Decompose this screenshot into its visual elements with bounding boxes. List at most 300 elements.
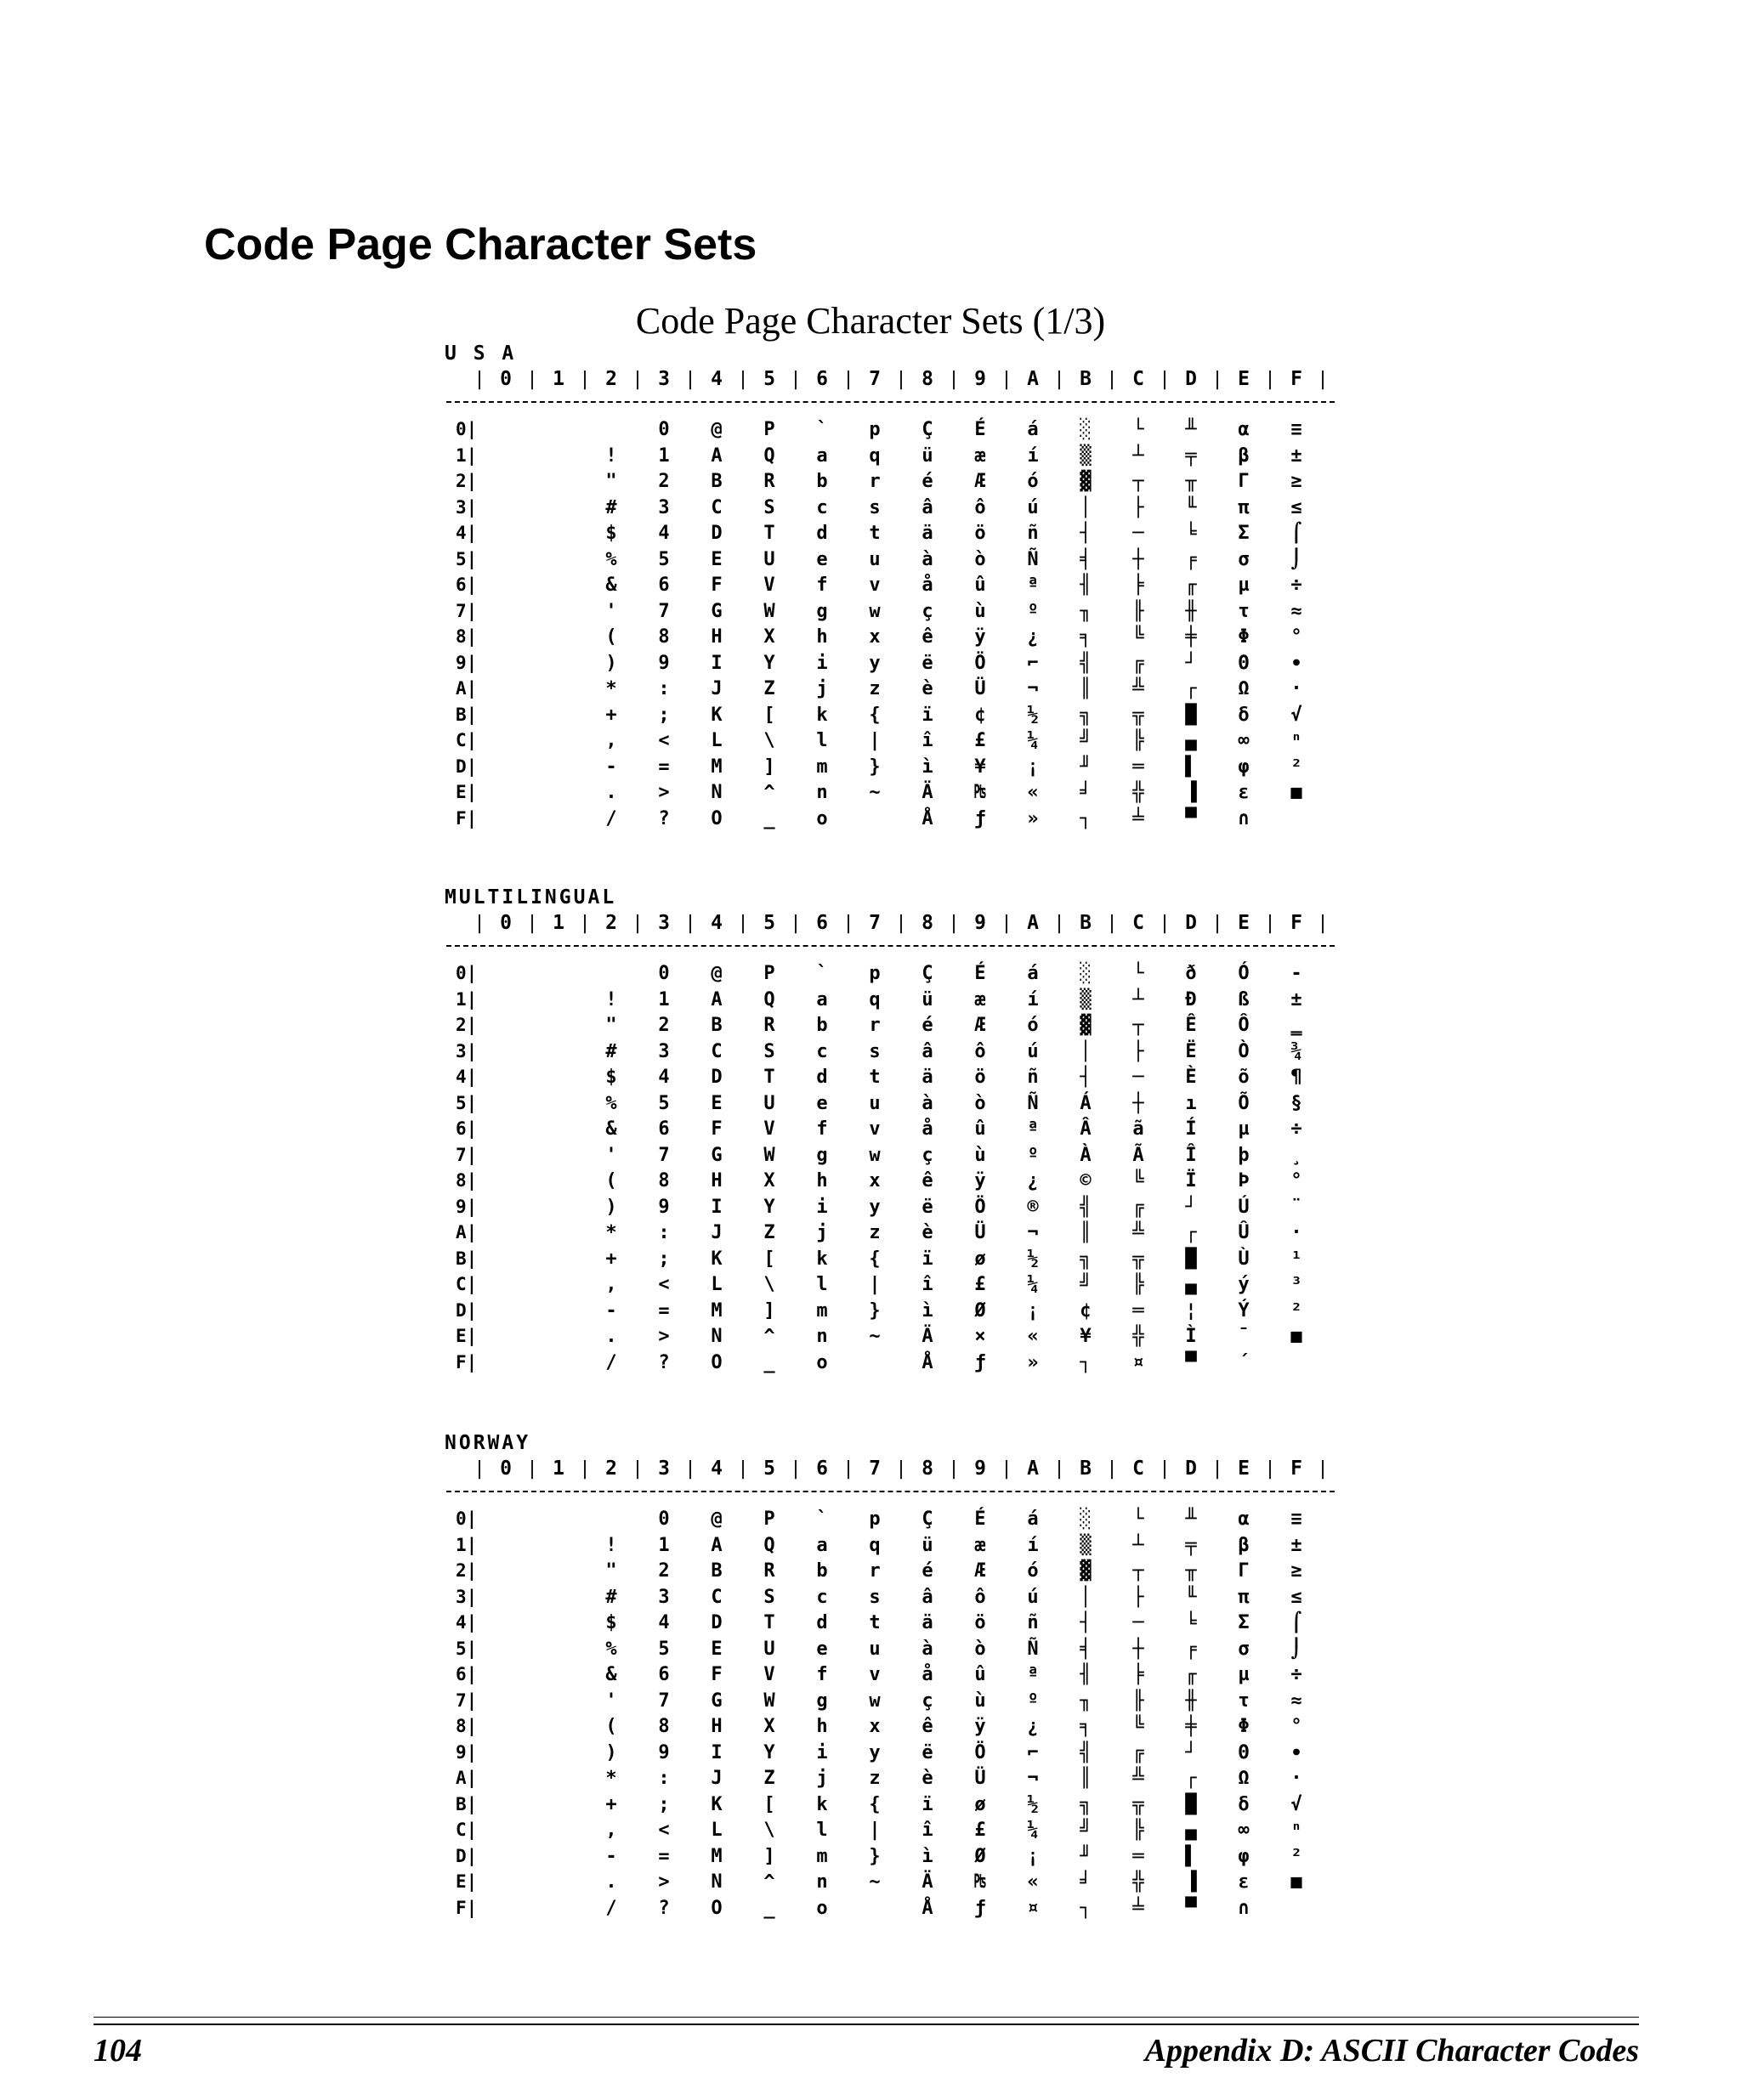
char-cell: ´: [1238, 1351, 1250, 1373]
char-cell: Û: [1238, 1222, 1250, 1243]
char-cell: 8: [658, 1170, 670, 1192]
char-cell: ▀: [1185, 1897, 1197, 1919]
row-separator: |: [466, 678, 478, 699]
row-separator: |: [466, 626, 478, 647]
char-cell: `: [816, 419, 828, 440]
row-separator: |: [466, 1871, 478, 1892]
row-label: [456, 1769, 477, 1787]
char-cell: ê: [922, 1716, 933, 1737]
char-cell: J: [711, 678, 723, 699]
char-cell: @: [711, 1508, 723, 1530]
column-header: F: [1290, 912, 1302, 934]
char-cell: ■: [1290, 1871, 1302, 1893]
char-cell: c: [816, 496, 828, 518]
char-cell: ╧: [1132, 1897, 1144, 1919]
column-header: 7: [869, 1458, 881, 1480]
char-cell: ¡: [1027, 756, 1039, 778]
char-cell: ═: [1132, 1299, 1144, 1322]
char-cell: ║: [1080, 678, 1092, 699]
char-cell: Γ: [1238, 471, 1250, 492]
char-cell: e: [816, 1092, 828, 1114]
char-cell: N: [711, 1871, 723, 1893]
char-cell: Å: [922, 1897, 933, 1919]
char-cell: w: [869, 600, 881, 622]
char-cell: E: [711, 1638, 723, 1660]
row-separator: |: [466, 600, 478, 621]
char-cell: [: [763, 704, 775, 726]
row-label-text: 6: [456, 1664, 467, 1684]
row-label-text: 6: [456, 575, 467, 595]
char-cell: ┴: [1132, 1534, 1144, 1556]
char-cell: ε: [1238, 1871, 1250, 1893]
char-cell: P: [763, 419, 775, 440]
char-cell: Ê: [1185, 1015, 1197, 1036]
header-rule: [446, 1491, 1335, 1492]
char-cell: y: [869, 1741, 881, 1763]
char-cell: ╣: [1080, 1196, 1092, 1218]
char-cell: ┬: [1132, 471, 1144, 492]
char-cell: W: [763, 1144, 775, 1166]
char-cell: á: [1027, 419, 1039, 440]
char-cell: ½: [1027, 704, 1039, 726]
char-cell: 1: [658, 1534, 670, 1556]
char-cell: ┘: [1185, 1196, 1197, 1218]
char-cell: T: [763, 1067, 775, 1088]
char-cell: @: [711, 419, 723, 440]
char-cell: Q: [763, 444, 775, 467]
char-cell: 9: [658, 1741, 670, 1763]
char-cell: Φ: [1238, 1716, 1250, 1737]
char-cell: ⌐: [1027, 1741, 1039, 1763]
row-label: [456, 1224, 477, 1242]
char-cell: G: [711, 1144, 723, 1166]
char-cell: C: [711, 1040, 723, 1062]
row-label-text: E: [456, 782, 467, 802]
char-cell: ╘: [1185, 1612, 1197, 1633]
char-cell: ╜: [1080, 1845, 1092, 1867]
char-cell: ò: [974, 1638, 986, 1660]
char-cell: o: [816, 1897, 828, 1919]
column-header: 4: [711, 368, 723, 390]
char-cell: û: [974, 1118, 986, 1140]
row-label: [456, 706, 477, 724]
row-separator: |: [466, 730, 478, 750]
column-separator: |: [474, 913, 485, 934]
footer-rule: [94, 2017, 1639, 2018]
char-cell: 9: [658, 652, 670, 674]
char-cell: ₧: [974, 1871, 986, 1893]
column-header: 2: [605, 1458, 617, 1480]
char-cell: &: [605, 575, 617, 596]
footer-rule-thick: [94, 2024, 1639, 2025]
row-label-text: B: [456, 704, 467, 725]
char-cell: ö: [974, 523, 986, 544]
char-cell: è: [922, 1222, 933, 1243]
char-cell: ╪: [1185, 1716, 1197, 1737]
char-cell: └: [1132, 419, 1144, 440]
char-cell: ï: [922, 1248, 933, 1270]
char-cell: 8: [658, 1716, 670, 1737]
char-cell: |: [869, 730, 881, 751]
char-cell: 6: [658, 575, 670, 596]
char-cell: S: [763, 496, 775, 518]
column-separator: |: [1001, 1458, 1012, 1480]
char-cell: ∙: [1290, 652, 1302, 674]
char-cell: v: [869, 1664, 881, 1685]
char-cell: <: [658, 1274, 670, 1295]
column-header: C: [1132, 1458, 1144, 1480]
row-label: [456, 1692, 477, 1710]
char-cell: ?: [658, 807, 670, 829]
row-separator: |: [466, 444, 478, 466]
char-cell: &: [605, 1118, 617, 1140]
char-cell: ": [605, 471, 617, 492]
row-label-text: 2: [456, 1015, 467, 1035]
char-cell: ╝: [1080, 730, 1092, 751]
char-cell: Ì: [1185, 1326, 1197, 1347]
char-cell: ½: [1027, 1793, 1039, 1815]
char-cell: »: [1027, 807, 1039, 829]
char-cell: W: [763, 1690, 775, 1712]
char-cell: ú: [1027, 496, 1039, 518]
char-cell: w: [869, 1690, 881, 1712]
char-cell: ┬: [1132, 1560, 1144, 1582]
column-separator: |: [737, 1458, 749, 1480]
char-cell: R: [763, 1015, 775, 1036]
char-cell: ╝: [1080, 1820, 1092, 1841]
char-cell: ╠: [1132, 730, 1144, 751]
char-cell: 2: [658, 471, 670, 492]
char-cell: ┘: [1185, 652, 1197, 674]
char-cell: ▄: [1185, 1820, 1197, 1841]
char-cell: :: [658, 678, 670, 699]
char-cell: Ø: [974, 1299, 986, 1322]
char-cell: ╬: [1132, 1326, 1144, 1347]
char-cell: æ: [974, 444, 986, 467]
char-cell: h: [816, 1716, 828, 1737]
code-page-norway: [0, 1434, 1741, 1961]
row-separator: |: [466, 1638, 478, 1659]
row-separator: |: [466, 1664, 478, 1684]
char-cell: Æ: [974, 1015, 986, 1036]
char-cell: ä: [922, 1067, 933, 1088]
row-label-text: 3: [456, 1586, 467, 1607]
char-cell: Ò: [1238, 1040, 1250, 1062]
char-cell: ó: [1027, 1015, 1039, 1036]
char-cell: Ö: [974, 1741, 986, 1763]
char-cell: 6: [658, 1118, 670, 1140]
row-separator: |: [466, 1741, 478, 1763]
row-label: [456, 1614, 477, 1632]
char-cell: 0: [658, 1508, 670, 1530]
char-cell: F: [711, 1664, 723, 1685]
char-cell: (: [605, 626, 617, 648]
row-separator: |: [466, 1040, 478, 1061]
row-separator: |: [466, 523, 478, 543]
row-label: [456, 628, 477, 646]
char-cell: ƒ: [974, 1897, 986, 1919]
row-label: [456, 1250, 477, 1268]
char-cell: A: [711, 1534, 723, 1556]
char-cell: É: [974, 963, 986, 984]
char-cell: β: [1238, 444, 1250, 467]
char-cell: Õ: [1238, 1092, 1250, 1114]
char-cell: V: [763, 1118, 775, 1140]
char-cell: ≤: [1290, 496, 1302, 518]
row-label: [456, 1327, 477, 1345]
char-cell: Θ: [1238, 1741, 1250, 1763]
row-separator: |: [466, 1015, 478, 1035]
char-cell: G: [711, 1690, 723, 1712]
char-cell: Ü: [974, 1768, 986, 1789]
char-cell: È: [1185, 1067, 1197, 1088]
char-cell: à: [922, 1638, 933, 1660]
char-cell: %: [605, 548, 617, 570]
char-cell: ^: [763, 1326, 775, 1347]
char-cell: ²: [1290, 756, 1302, 778]
row-label-text: 5: [456, 548, 467, 569]
char-cell: B: [711, 1560, 723, 1582]
char-cell: ^: [763, 1871, 775, 1893]
char-cell: µ: [1238, 575, 1250, 596]
column-separator: |: [526, 369, 538, 390]
column-header: D: [1185, 368, 1197, 390]
char-cell: ╗: [1080, 704, 1092, 726]
char-cell: Y: [763, 652, 775, 674]
char-cell: ┤: [1080, 1612, 1092, 1633]
char-cell: ‗: [1290, 1015, 1302, 1036]
char-cell: ª: [1027, 575, 1039, 596]
char-cell: \: [763, 1820, 775, 1841]
char-cell: õ: [1238, 1067, 1250, 1088]
char-cell: ¬: [1027, 1222, 1039, 1243]
char-cell: ░: [1080, 419, 1092, 440]
row-label-text: 5: [456, 1092, 467, 1113]
row-separator: |: [466, 1144, 478, 1165]
column-header: 1: [553, 912, 564, 934]
char-cell: ô: [974, 1040, 986, 1062]
column-separator: |: [737, 913, 749, 934]
char-cell: /: [605, 1351, 617, 1373]
row-separator: |: [466, 1092, 478, 1113]
row-label: [456, 784, 477, 801]
column-separator: |: [1317, 1458, 1329, 1480]
char-cell: ò: [974, 548, 986, 570]
char-cell: «: [1027, 782, 1039, 803]
char-cell: O: [711, 1351, 723, 1373]
column-separator: |: [1211, 1458, 1223, 1480]
row-label: [456, 524, 477, 542]
char-cell: d: [816, 1612, 828, 1633]
char-cell: /: [605, 807, 617, 829]
row-label: [456, 421, 477, 439]
char-cell: ·: [1290, 1768, 1302, 1789]
column-separator: |: [1159, 913, 1171, 934]
row-label-text: 4: [456, 1067, 467, 1087]
column-header: A: [1027, 1458, 1039, 1480]
char-cell: D: [711, 1612, 723, 1633]
char-cell: t: [869, 523, 881, 544]
table-name: MULTILINGUAL: [445, 886, 617, 908]
column-header: F: [1290, 1458, 1302, 1480]
row-label-text: 6: [456, 1118, 467, 1139]
char-cell: +: [605, 704, 617, 726]
column-header: 9: [974, 368, 986, 390]
char-cell: ║: [1080, 1222, 1092, 1243]
char-cell: ╩: [1132, 1768, 1144, 1789]
char-cell: _: [763, 1897, 775, 1919]
char-cell: Q: [763, 1534, 775, 1556]
char-cell: Y: [763, 1741, 775, 1763]
char-cell: µ: [1238, 1664, 1250, 1685]
char-cell: ×: [974, 1326, 986, 1347]
char-cell: ñ: [1027, 1612, 1039, 1633]
row-label: [456, 1198, 477, 1216]
column-header: 0: [500, 1458, 512, 1480]
char-cell: ╒: [1185, 548, 1197, 570]
char-cell: Ç: [922, 419, 933, 440]
char-cell: ï: [922, 1793, 933, 1815]
row-label: [456, 1120, 477, 1138]
char-cell: ┌: [1185, 1222, 1197, 1243]
row-label: [456, 576, 477, 594]
row-label-text: 4: [456, 523, 467, 543]
column-separator: |: [1317, 369, 1329, 390]
char-cell: ⌠: [1290, 1612, 1302, 1633]
char-cell: Å: [922, 807, 933, 829]
row-label-text: B: [456, 1248, 467, 1269]
row-separator: |: [466, 704, 478, 725]
char-cell: x: [869, 626, 881, 648]
char-cell: ⌡: [1290, 1638, 1302, 1660]
char-cell: δ: [1238, 704, 1250, 726]
column-separator: |: [684, 369, 696, 390]
char-cell: ë: [922, 652, 933, 674]
row-label-text: F: [456, 807, 467, 829]
column-separator: |: [948, 913, 960, 934]
char-cell: ∙: [1290, 1741, 1302, 1763]
char-cell: ç: [922, 600, 933, 622]
char-cell: T: [763, 523, 775, 544]
char-cell: ": [605, 1015, 617, 1036]
char-cell: ö: [974, 1067, 986, 1088]
column-separator: |: [579, 913, 591, 934]
row-separator: |: [466, 1612, 478, 1633]
char-cell: β: [1238, 1534, 1250, 1556]
char-cell: i: [816, 652, 828, 674]
footer-title: Appendix D: ASCII Character Codes: [1144, 2033, 1639, 2069]
char-cell: P: [763, 963, 775, 984]
char-cell: [: [763, 1248, 775, 1270]
char-cell: ≈: [1290, 1690, 1302, 1712]
char-cell: v: [869, 1118, 881, 1140]
char-cell: ┼: [1132, 1638, 1144, 1660]
row-label: [456, 1899, 477, 1917]
char-cell: <: [658, 730, 670, 751]
char-cell: ╡: [1080, 1638, 1092, 1660]
char-cell: ╜: [1080, 756, 1092, 778]
char-cell: σ: [1238, 548, 1250, 570]
char-cell: =: [658, 1299, 670, 1322]
column-header: 9: [974, 912, 986, 934]
column-separator: |: [842, 913, 854, 934]
column-header: 7: [869, 912, 881, 934]
char-cell: ╫: [1185, 600, 1197, 622]
char-cell: Á: [1080, 1092, 1092, 1114]
char-cell: û: [974, 1664, 986, 1685]
char-cell: Ù: [1238, 1248, 1250, 1270]
char-cell: Ð: [1185, 988, 1197, 1010]
char-cell: ▀: [1185, 1351, 1197, 1373]
char-cell: π: [1238, 1586, 1250, 1608]
char-cell: 1: [658, 988, 670, 1010]
char-cell: ═: [1132, 1845, 1144, 1867]
char-cell: U: [763, 1092, 775, 1114]
char-cell: t: [869, 1067, 881, 1088]
column-header: D: [1185, 912, 1197, 934]
char-cell: ": [605, 1560, 617, 1582]
row-label-text: 8: [456, 626, 467, 647]
char-cell: ╫: [1185, 1690, 1197, 1712]
char-cell: Ñ: [1027, 1638, 1039, 1660]
code-page-multilingual: [0, 888, 1741, 1415]
char-cell: j: [816, 678, 828, 699]
column-separator: |: [1106, 913, 1118, 934]
char-cell: l: [816, 730, 828, 751]
char-cell: z: [869, 678, 881, 699]
row-label-text: 5: [456, 1638, 467, 1659]
char-cell: ±: [1290, 988, 1302, 1010]
char-cell: s: [869, 1040, 881, 1062]
char-cell: 4: [658, 523, 670, 544]
row-label-text: E: [456, 1871, 467, 1892]
char-cell: J: [711, 1768, 723, 1789]
char-cell: ▓: [1080, 1015, 1092, 1036]
row-separator: |: [466, 1170, 478, 1191]
row-separator: |: [466, 1274, 478, 1294]
char-cell: >: [658, 1326, 670, 1347]
column-header: 1: [553, 368, 564, 390]
column-separator: |: [579, 369, 591, 390]
char-cell: J: [711, 1222, 723, 1243]
row-separator: |: [466, 756, 478, 777]
char-cell: ╟: [1132, 600, 1144, 622]
char-cell: ë: [922, 1741, 933, 1763]
char-cell: ]: [763, 756, 775, 778]
char-cell: ±: [1290, 1534, 1302, 1556]
char-cell: B: [711, 471, 723, 492]
char-cell: ╦: [1132, 704, 1144, 726]
char-cell: q: [869, 1534, 881, 1556]
char-cell: ^: [763, 782, 775, 803]
row-label-text: B: [456, 1793, 467, 1814]
char-cell: ┴: [1132, 444, 1144, 467]
row-label-text: D: [456, 1299, 467, 1321]
char-cell: ╔: [1132, 1741, 1144, 1763]
char-cell: ¾: [1290, 1040, 1302, 1062]
char-cell: Ø: [974, 1845, 986, 1867]
char-cell: Î: [1185, 1144, 1197, 1166]
char-cell: l: [816, 1274, 828, 1295]
char-cell: ': [605, 1690, 617, 1712]
column-header: 1: [553, 1458, 564, 1480]
column-separator: |: [948, 369, 960, 390]
char-cell: ì: [922, 1299, 933, 1322]
char-cell: `: [816, 1508, 828, 1530]
char-cell: ╚: [1132, 1170, 1144, 1192]
char-cell: !: [605, 988, 617, 1010]
char-cell: [: [763, 1793, 775, 1815]
